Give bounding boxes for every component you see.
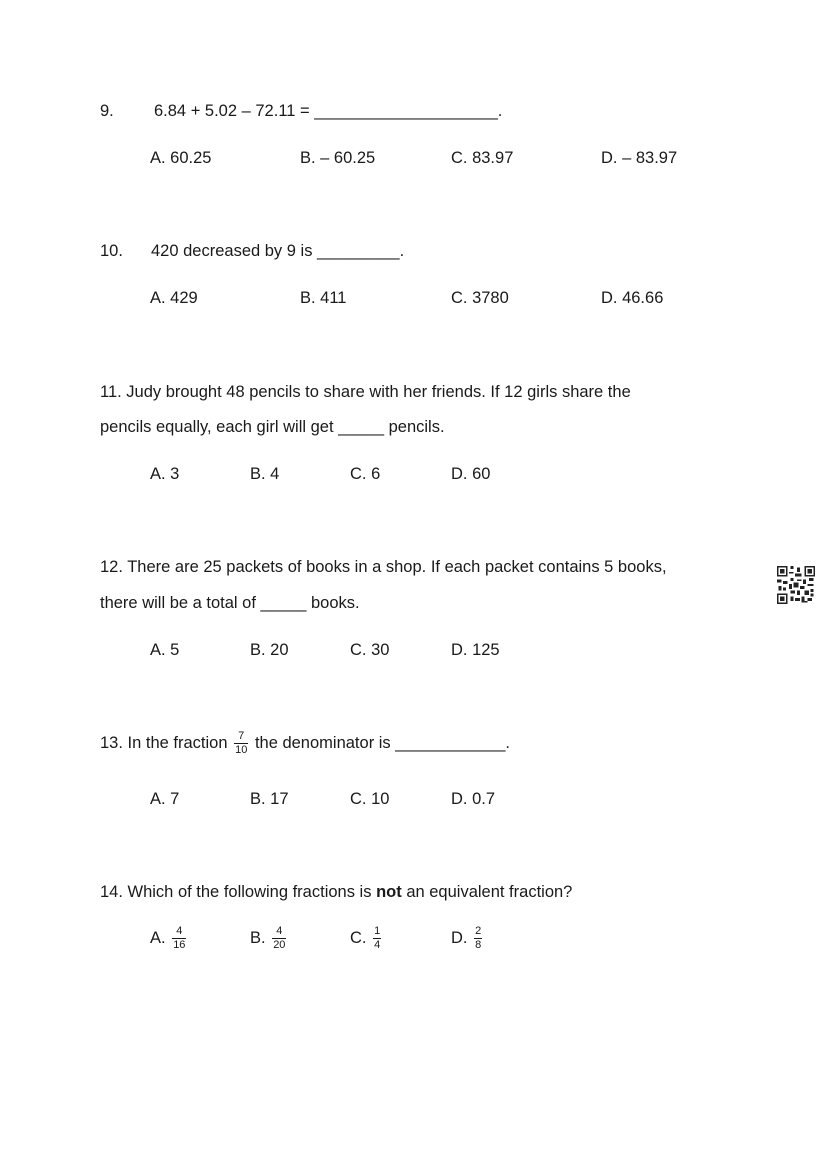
question-9-number: 9. (100, 102, 114, 120)
question-10-option-d: D. 46.66 (601, 289, 664, 307)
option-label: D. (451, 928, 468, 947)
option-label: C. (350, 928, 367, 947)
question-11-option-b: B. 4 (250, 465, 280, 483)
question-10-text: 420 decreased by 9 is _________. (151, 242, 405, 260)
question-9-text: 6.84 + 5.02 – 72.11 = ____________________. (154, 102, 503, 120)
question-11-text-line2: pencils equally, each girl will get _____ pencils. (100, 418, 445, 436)
fraction-denominator: 4 (374, 939, 381, 951)
question-14-option-c (350, 926, 383, 951)
fraction-numerator: 2 (475, 925, 482, 937)
question-11-text-line1: 11. Judy brought 48 pencils to share with her friends. If 12 girls share the (100, 383, 631, 401)
option-fraction (474, 926, 482, 951)
question-14-suffix: an equivalent fraction? (406, 883, 573, 901)
question-12-text-line1: 12. There are 25 packets of books in a shop. If each packet contains 5 books, (100, 558, 667, 576)
question-13-suffix: the denominator is ____________. (254, 733, 510, 752)
question-9-option-c: C. 83.97 (451, 149, 514, 167)
qr-code-icon (777, 566, 815, 604)
fraction-numerator: 7 (238, 730, 245, 742)
option-fraction (373, 926, 381, 951)
question-14-option-d (451, 926, 484, 951)
question-14-text (100, 883, 572, 902)
question-12-text-line2: there will be a total of _____ books. (100, 594, 360, 612)
question-13-fraction (234, 731, 248, 756)
fraction-denominator: 10 (235, 744, 248, 756)
option-fraction (172, 926, 186, 951)
fraction-numerator: 4 (276, 925, 283, 937)
question-14-bold-word: not (376, 883, 402, 901)
question-10-option-c: C. 3780 (451, 289, 509, 307)
fraction-denominator: 16 (173, 939, 186, 951)
question-13-option-b: B. 17 (250, 790, 289, 808)
question-12-option-b: B. 20 (250, 641, 289, 659)
question-9-option-d: D. – 83.97 (601, 149, 678, 167)
question-14-prefix: 14. Which of the following fractions is (100, 883, 372, 901)
fraction-denominator: 20 (273, 939, 286, 951)
question-14-option-a (150, 926, 188, 951)
question-11-option-d: D. 60 (451, 465, 491, 483)
option-label: B. (250, 928, 266, 947)
question-11-option-c: C. 6 (350, 465, 381, 483)
fraction-numerator: 1 (374, 925, 381, 937)
question-12-option-c: C. 30 (350, 641, 390, 659)
question-10-option-b: B. 411 (300, 289, 347, 307)
option-fraction (272, 926, 286, 951)
question-13-option-c: C. 10 (350, 790, 390, 808)
question-14-option-b (250, 926, 288, 951)
question-13-prefix: 13. In the fraction (100, 733, 228, 752)
question-11-option-a: A. 3 (150, 465, 180, 483)
option-label: A. (150, 928, 166, 947)
question-10-option-a: A. 429 (150, 289, 198, 307)
question-9-option-b: B. – 60.25 (300, 149, 376, 167)
question-13-option-a: A. 7 (150, 790, 180, 808)
question-12-option-a: A. 5 (150, 641, 180, 659)
question-13-option-d: D. 0.7 (451, 790, 496, 808)
question-9-option-a: A. 60.25 (150, 149, 212, 167)
question-12-option-d: D. 125 (451, 641, 500, 659)
fraction-numerator: 4 (176, 925, 183, 937)
fraction-denominator: 8 (475, 939, 482, 951)
question-13-text (100, 731, 510, 756)
question-10-number: 10. (100, 242, 123, 260)
